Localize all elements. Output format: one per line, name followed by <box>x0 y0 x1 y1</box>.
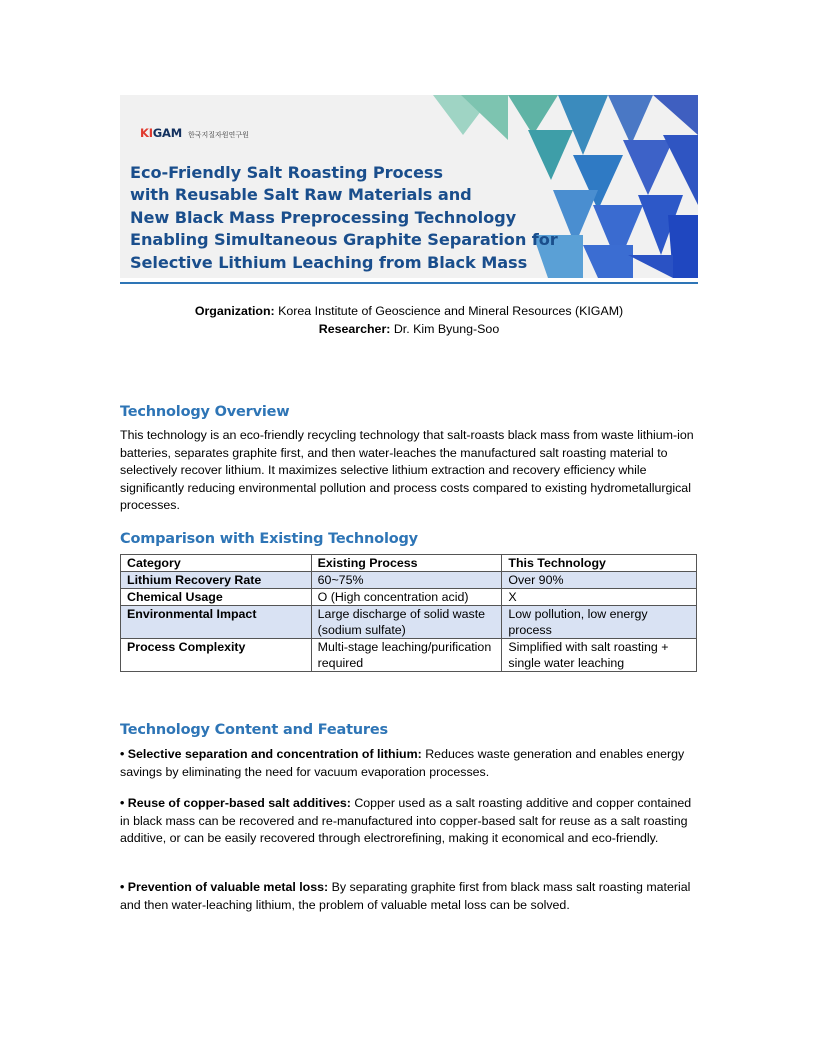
table-cell: 60~75% <box>311 572 502 589</box>
art-shape <box>653 95 698 135</box>
art-shape <box>663 135 698 205</box>
feature-item <box>120 746 700 781</box>
comparison-table <box>120 554 697 672</box>
table-cell-category: Environmental Impact <box>121 606 312 639</box>
table-cell: O (High concentration acid) <box>311 589 502 606</box>
feature-text: Reduces waste generation and enables energy savings by eliminating the need for vacuum evaporation processes. <box>120 747 685 779</box>
table-cell: X <box>502 589 697 606</box>
table-cell: Multi-stage leaching/purification required <box>311 639 502 672</box>
table-header-row <box>121 555 697 572</box>
table-header-cell: Category <box>121 555 312 572</box>
art-shape <box>508 95 558 135</box>
features-heading: Technology Content and Features <box>120 722 388 738</box>
header-banner <box>120 95 698 278</box>
overview-heading: Technology Overview <box>120 404 290 420</box>
banner-title-line: New Black Mass Preprocessing Technology <box>130 207 517 227</box>
feature-title: • Reuse of copper-based salt additives: <box>120 796 351 810</box>
comparison-heading: Comparison with Existing Technology <box>120 531 418 547</box>
banner-divider <box>120 282 698 284</box>
feature-text: By separating graphite first from black mass salt roasting material and then water-leaching lithium, the problem of valuable metal loss can be solved. <box>120 880 691 912</box>
table-row <box>121 572 697 589</box>
logo-text <box>140 126 182 140</box>
organization-value: Korea Institute of Geoscience and Mineral Resources (KIGAM) <box>274 304 624 318</box>
table-cell-category: Chemical Usage <box>121 589 312 606</box>
table-row <box>121 639 697 672</box>
banner-title-line: Selective Lithium Leaching from Black Mass <box>130 252 528 272</box>
table-row <box>121 589 697 606</box>
overview-text: This technology is an eco-friendly recycling technology that salt-roasts black mass from waste lithium-ion batteries, separates graphite first, and then water-leaches the manufactured salt roasting material to selectively recover lithium. It maximizes selective lithium extraction and recovery efficiency while significantly reducing environmental pollution and process costs compared to existing hydrometallurgical processes. <box>120 428 694 512</box>
banner-title-line: Eco-Friendly Salt Roasting Process <box>130 163 443 182</box>
banner-title-line: Enabling Simultaneous Graphite Separation for <box>130 230 558 250</box>
organization-label: Organization: <box>194 304 275 318</box>
table-header-cell: Existing Process <box>311 555 502 572</box>
logo-korean-text: 한국지질자원연구원 <box>187 132 249 139</box>
table-header-cell: This Technology <box>502 555 697 572</box>
feature-title: • Prevention of valuable metal loss: <box>120 880 329 894</box>
researcher-label: Researcher: <box>318 322 391 336</box>
feature-text: Copper used as a salt roasting additive and copper contained in black mass can be recovered and re-manufactured into copper-based salt for reuse as a salt roasting additive, or can be easily recovered through electrorefining, making it economical and eco-friendly. <box>120 796 692 845</box>
table-cell: Over 90% <box>502 572 697 589</box>
feature-item <box>120 795 700 848</box>
banner-title <box>130 162 570 274</box>
table-cell: Simplified with salt roasting + single water leaching <box>502 639 697 672</box>
feature-title: • Selective separation and concentration of lithium: <box>120 747 422 761</box>
feature-item <box>120 879 700 914</box>
researcher-line <box>120 322 698 336</box>
table-cell: Large discharge of solid waste (sodium sulfate) <box>311 606 502 639</box>
kigam-logo <box>140 126 249 140</box>
researcher-value: Dr. Kim Byung-Soo <box>390 322 500 336</box>
table-cell-category: Process Complexity <box>121 639 312 672</box>
logo-text-rest: GAM <box>152 126 182 140</box>
art-shape <box>583 245 633 278</box>
table-cell-category: Lithium Recovery Rate <box>121 572 312 589</box>
art-shape <box>628 255 673 278</box>
banner-title-line: with Reusable Salt Raw Materials and <box>130 185 472 205</box>
art-shape <box>623 140 673 195</box>
organization-line <box>120 304 698 318</box>
art-shape <box>608 95 653 145</box>
logo-text-accent: KI <box>140 126 153 140</box>
table-cell: Low pollution, low energy process <box>502 606 697 639</box>
table-row <box>121 606 697 639</box>
